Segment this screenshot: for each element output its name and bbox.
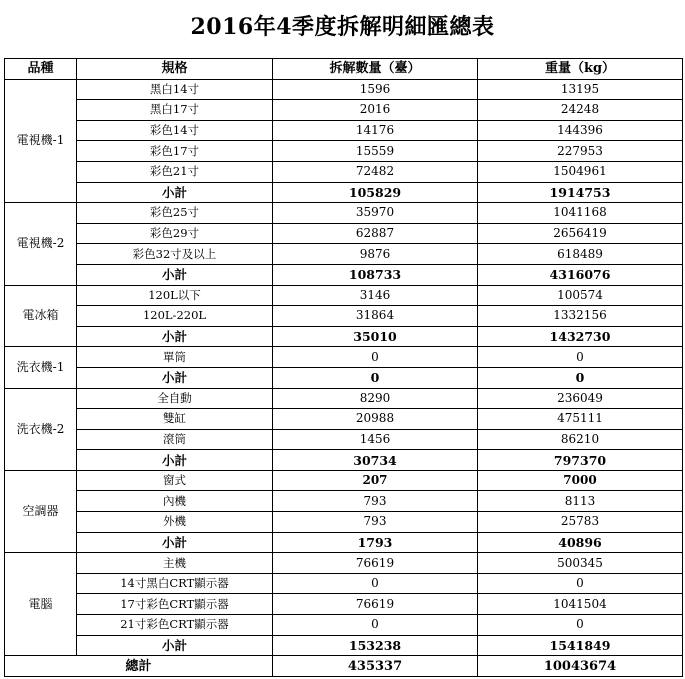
category-cell: 電腦 [5,553,77,656]
table-row [5,573,683,594]
count-cell: 9876 [273,244,478,265]
subtotal-count: 35010 [273,326,478,347]
count-cell: 76619 [273,594,478,615]
spec-cell: 雙缸 [77,409,273,430]
weight-cell: 1041504 [478,594,683,615]
weight-cell: 13195 [478,79,683,100]
weight-cell: 1332156 [478,306,683,327]
count-cell: 793 [273,491,478,512]
category-cell: 電視機-2 [5,203,77,285]
count-cell: 793 [273,512,478,533]
weight-cell: 500345 [478,553,683,574]
category-cell: 洗衣機-1 [5,347,77,388]
table-row [5,491,683,512]
table-row [5,409,683,430]
subtotal-row [5,450,683,471]
spec-cell: 17寸彩色CRT顯示器 [77,594,273,615]
weight-cell: 8113 [478,491,683,512]
spec-cell: 滾筒 [77,429,273,450]
table-row [5,120,683,141]
subtotal-count: 30734 [273,450,478,471]
count-cell: 72482 [273,161,478,182]
subtotal-label: 小計 [77,367,273,388]
subtotal-count: 153238 [273,635,478,656]
spec-cell: 120L-220L [77,306,273,327]
grand-total-weight: 10043674 [478,656,683,677]
count-cell: 62887 [273,223,478,244]
subtotal-row [5,367,683,388]
spec-cell: 彩色32寸及以上 [77,244,273,265]
count-cell: 0 [273,347,478,368]
table-row [5,285,683,306]
subtotal-row [5,326,683,347]
category-cell: 空調器 [5,470,77,552]
table-body [5,79,683,676]
spec-cell: 外機 [77,512,273,533]
spec-cell: 彩色25寸 [77,203,273,224]
count-cell: 3146 [273,285,478,306]
count-cell: 15559 [273,141,478,162]
header-spec: 規格 [77,59,273,80]
subtotal-row [5,635,683,656]
weight-cell: 0 [478,573,683,594]
subtotal-row [5,264,683,285]
table-row [5,161,683,182]
spec-cell: 彩色14寸 [77,120,273,141]
count-cell: 8290 [273,388,478,409]
subtotal-weight: 0 [478,367,683,388]
grand-total-label: 總計 [5,656,273,677]
category-cell: 電冰箱 [5,285,77,347]
weight-cell: 144396 [478,120,683,141]
table-row [5,347,683,368]
weight-cell: 86210 [478,429,683,450]
spec-cell: 14寸黑白CRT顯示器 [77,573,273,594]
spec-cell: 黑白17寸 [77,100,273,121]
weight-cell: 618489 [478,244,683,265]
weight-cell: 25783 [478,512,683,533]
subtotal-row [5,182,683,203]
weight-cell: 1504961 [478,161,683,182]
spec-cell: 21寸彩色CRT顯示器 [77,615,273,636]
weight-cell: 100574 [478,285,683,306]
spec-cell: 彩色21寸 [77,161,273,182]
table-row [5,79,683,100]
count-cell: 76619 [273,553,478,574]
count-cell: 1456 [273,429,478,450]
table-header-row [5,59,683,80]
table-row [5,615,683,636]
page-title: 2016年4季度拆解明細匯總表 [190,14,495,40]
count-cell: 2016 [273,100,478,121]
header-category: 品種 [5,59,77,80]
weight-cell: 0 [478,615,683,636]
spec-cell: 彩色29寸 [77,223,273,244]
subtotal-weight: 797370 [478,450,683,471]
spec-cell: 黑白14寸 [77,79,273,100]
weight-cell: 475111 [478,409,683,430]
header-count: 拆解數量（臺） [273,59,478,80]
count-cell: 0 [273,573,478,594]
count-cell: 1596 [273,79,478,100]
table-row [5,141,683,162]
weight-cell: 0 [478,347,683,368]
subtotal-row [5,532,683,553]
weight-cell: 1041168 [478,203,683,224]
subtotal-count: 108733 [273,264,478,285]
subtotal-weight: 4316076 [478,264,683,285]
subtotal-weight: 1432730 [478,326,683,347]
subtotal-weight: 1914753 [478,182,683,203]
weight-cell: 236049 [478,388,683,409]
count-cell: 35970 [273,203,478,224]
spec-cell: 內機 [77,491,273,512]
subtotal-label: 小計 [77,264,273,285]
spec-cell: 主機 [77,553,273,574]
header-weight: 重量（kg） [478,59,683,80]
subtotal-count: 1793 [273,532,478,553]
spec-cell: 彩色17寸 [77,141,273,162]
weight-cell: 7000 [478,470,683,491]
table-row [5,470,683,491]
subtotal-weight: 40896 [478,532,683,553]
category-cell: 電視機-1 [5,79,77,203]
subtotal-label: 小計 [77,326,273,347]
table-row [5,223,683,244]
grand-total-row [5,656,683,677]
category-cell: 洗衣機-2 [5,388,77,470]
grand-total-count: 435337 [273,656,478,677]
subtotal-label: 小計 [77,635,273,656]
table-row [5,306,683,327]
table-row [5,594,683,615]
subtotal-label: 小計 [77,450,273,471]
table-row [5,203,683,224]
count-cell: 31864 [273,306,478,327]
subtotal-count: 105829 [273,182,478,203]
count-cell: 14176 [273,120,478,141]
table-row [5,100,683,121]
spec-cell: 單筒 [77,347,273,368]
table-row [5,553,683,574]
spec-cell: 120L以下 [77,285,273,306]
weight-cell: 227953 [478,141,683,162]
subtotal-count: 0 [273,367,478,388]
weight-cell: 2656419 [478,223,683,244]
disassembly-summary-table [4,58,683,677]
subtotal-weight: 1541849 [478,635,683,656]
weight-cell: 24248 [478,100,683,121]
subtotal-label: 小計 [77,532,273,553]
spec-cell: 窗式 [77,470,273,491]
spec-cell: 全自動 [77,388,273,409]
table-row [5,512,683,533]
count-cell: 207 [273,470,478,491]
count-cell: 20988 [273,409,478,430]
table-row [5,388,683,409]
count-cell: 0 [273,615,478,636]
table-row [5,244,683,265]
table-row [5,429,683,450]
subtotal-label: 小計 [77,182,273,203]
